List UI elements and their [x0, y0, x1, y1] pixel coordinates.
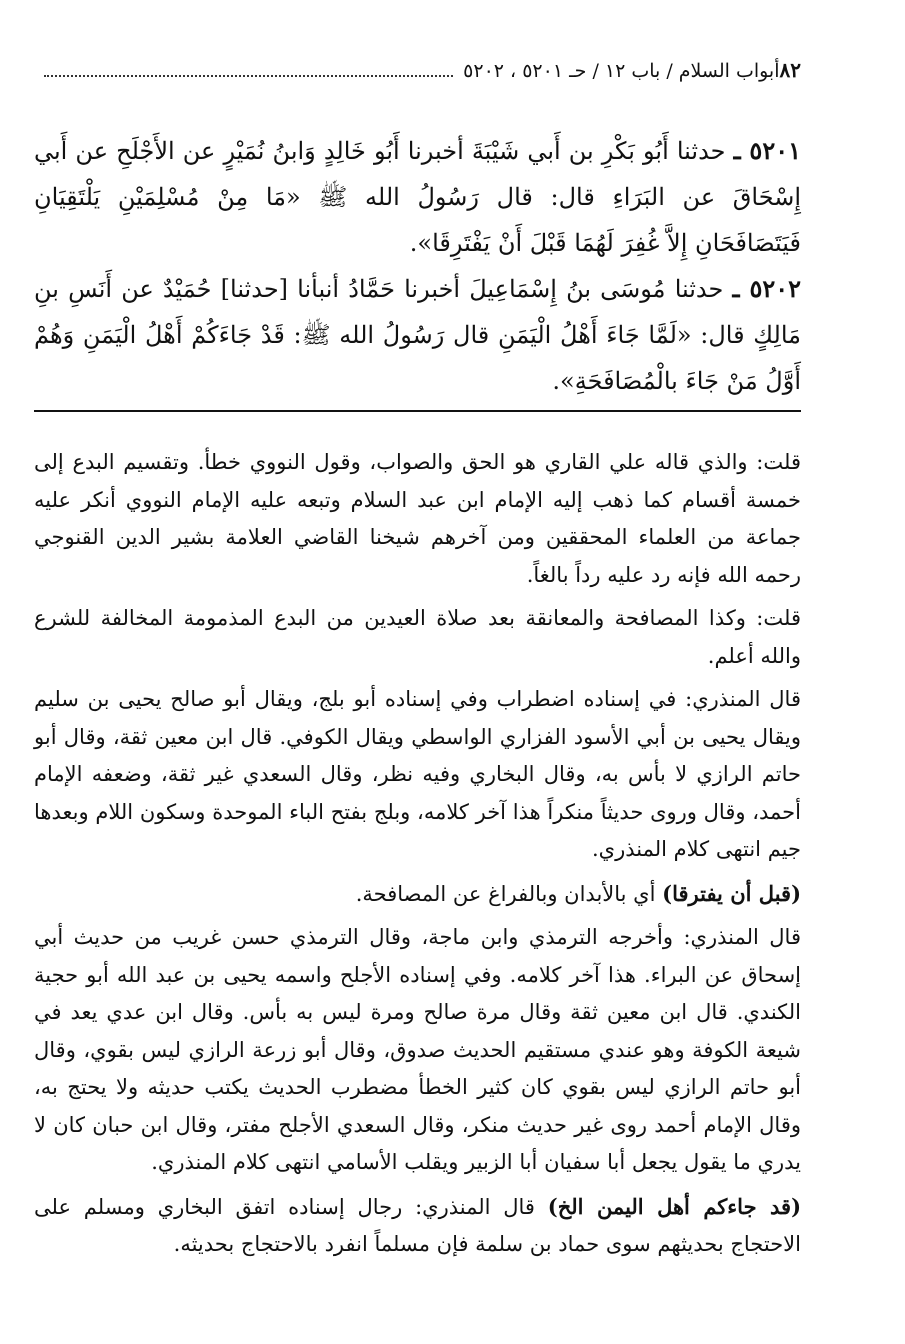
- leader-dots: [44, 74, 453, 77]
- commentary-lemma: (قد جاءكم أهل اليمن الخ): [547, 1193, 801, 1219]
- running-title: أبواب السلام / باب ١٢ / حـ ٥٢٠١ ، ٥٢٠٢: [463, 60, 780, 82]
- commentary-lemma: (قبل أن يفترقا): [662, 880, 801, 906]
- hadith-text: حدثنا مُوسَى بنُ إِسْمَاعِيلَ أخبرنا حَمَّادُ أنبأنا [حدثنا] حُمَيْدٌ عن أَنَسِ بنِ مَالِكٍ قال: «لَمَّا جَاءَ أَهْلُ الْيَمَنِ قال رَسُولُ الله ﷺ: قَدْ جَاءَكُمْ أَهْلُ الْيَمَنِ وَهُمْ أَوَّلُ مَنْ جَاءَ بالْمُصَافَحَةِ».: [34, 275, 802, 395]
- commentary-text: قلت: وكذا المصافحة والمعانقة بعد صلاة العيدين من البدع المذمومة المخالفة للشرع والله أعلم.: [34, 606, 801, 668]
- commentary-paragraph: [34, 875, 801, 914]
- commentary-text: قلت: والذي قاله علي القاري هو الحق والصواب، وقول النووي خطأ. وتقسيم البدع إلى خمسة أقسام كما ذهب إليه الإمام ابن عبد السلام وتبعه عليه الإمام النووي أنكر عليه جماعة من العلماء المحققين ومن آخرهم شيخنا القاضي العلامة بشير الدين القنوجي رحمه الله فإنه رد عليه رداً بالغاً.: [34, 450, 801, 587]
- commentary-text: قال المنذري: وأخرجه الترمذي وابن ماجة، وقال الترمذي حسن غريب من حديث أبي إسحاق عن البراء. هذا آخر كلامه. وفي إسناده الأجلح واسمه يحيى بن عبد الله أبو حجية الكندي. قال ابن معين ثقة وقال مرة صالح ومرة ليس به بأس. وقال ابن عدي يعد في شيعة الكوفة وهو عندي مستقيم الحديث صدوق، وقال أبو زرعة الرازي ليس بقوي، وقال أبو حاتم الرازي ليس بقوي كان كثير الخطأ مضطرب الحديث يكتب حديثه ولا يحتج به، وقال الإمام أحمد روى غير حديث منكر، وقال السعدي الأجلح مفتر، وقال ابن حبان كان لا يدري ما يقول يجعل أبا سفيان أبا الزبير ويقلب الأسامي انتهى كلام المنذري.: [34, 925, 801, 1174]
- page-number: ٨٢: [779, 58, 801, 82]
- commentary-text: أي بالأبدان وبالفراغ عن المصافحة.: [355, 881, 663, 906]
- section-divider: [34, 410, 801, 412]
- commentary-text: قال المنذري: في إسناده اضطراب وفي إسناده أبو بلج، ويقال أبو صالح يحيى بن سليم ويقال يحيى بن أبي الأسود الفزاري الواسطي ويقال الكوفي. قال ابن معين ثقة، وقال أبو حاتم الرازي لا بأس به، وقال البخاري وفيه نظر، وقال السعدي غير ثقة، وضعفه الإمام أحمد، وقال وروى حديثاً منكراً هذا آخر كلامه، وبلج بفتح الباء الموحدة وسكون اللام وبعدها جيم انتهى كلام المنذري.: [34, 687, 801, 861]
- commentary-text: قال المنذري: رجال إسناده اتفق البخاري ومسلم على الاحتجاج بحديثهم سوى حماد بن سلمة فإن مسلماً انفرد بالاحتجاج بحديثه.: [34, 1194, 801, 1256]
- commentary-paragraph: [34, 919, 801, 1182]
- hadith-5201: [34, 128, 801, 266]
- commentary-paragraph: [34, 681, 801, 869]
- hadith-number: ٥٢٠١ ـ: [733, 136, 801, 165]
- commentary: [34, 444, 801, 1270]
- hadith-number: ٥٢٠٢ ـ: [732, 274, 801, 303]
- commentary-paragraph: [34, 1188, 801, 1264]
- commentary-paragraph: [34, 444, 801, 594]
- hadith-text: حدثنا أَبُو بَكْرِ بن أَبي شَيْبَةَ أخبرنا أَبُو خَالِدٍ وَابنُ نُمَيْرٍ عن الأَجْلَحِ عن أَبي إِسْحَاقَ عن البَرَاءِ قال: قال رَسُولُ الله ﷺ «مَا مِنْ مُسْلِمَيْنِ يَلْتَقِيَانِ فَيَتَصَافَحَانِ إِلاَّ غُفِرَ لَهُمَا قَبْلَ أَنْ يَفْتَرِقَا».: [34, 137, 801, 257]
- commentary-paragraph: [34, 600, 801, 675]
- running-head: [34, 58, 801, 86]
- hadith-5202: [34, 266, 801, 404]
- document-page: [34, 58, 802, 1256]
